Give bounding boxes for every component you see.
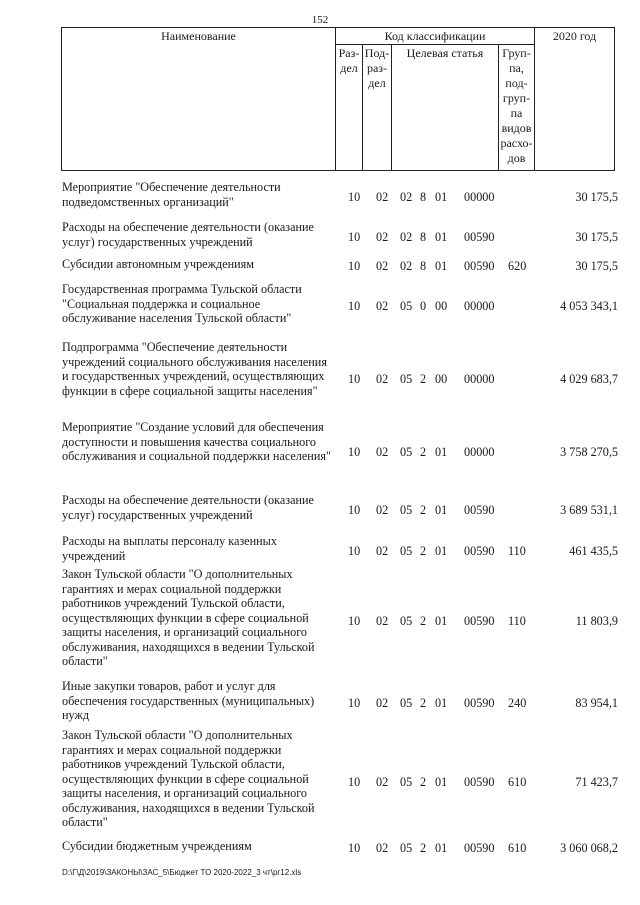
row-code-cs3: 00 xyxy=(435,299,448,313)
row-name: Государственная программа Тульской области "Социальная поддержка и социальное обслуживание населения Тульской области" xyxy=(62,282,302,325)
row-amount: 3 060 068,2 xyxy=(560,841,618,855)
row-code-rz: 10 xyxy=(348,841,361,855)
row-code-cs4: 00000 xyxy=(464,299,495,313)
table-row xyxy=(62,679,618,724)
row-code-cs1: 05 xyxy=(400,543,413,558)
row-code-pr: 02 xyxy=(376,299,389,313)
row-code-cs4: 00590 xyxy=(464,229,495,244)
row-code-rz: 10 xyxy=(348,502,361,517)
row-amount: 30 175,5 xyxy=(575,229,618,244)
page-number: 152 xyxy=(311,14,329,26)
row-code-cs2: 2 xyxy=(420,444,427,459)
row-code-cs2: 2 xyxy=(420,372,427,386)
row-amount: 30 175,5 xyxy=(575,259,618,273)
row-code-cs1: 02 xyxy=(400,259,413,273)
row-code-cs4: 00000 xyxy=(464,372,495,386)
row-code-cs1: 05 xyxy=(400,841,413,855)
row-code-cs2: 8 xyxy=(420,189,427,204)
row-code-cs2: 2 xyxy=(420,502,427,517)
row-code-cs3: 01 xyxy=(435,502,448,517)
header-year: 2020 год xyxy=(535,28,615,171)
row-code-pr: 02 xyxy=(376,841,389,855)
table-row xyxy=(62,728,618,833)
row-code-vr: 110 xyxy=(508,543,526,558)
row-amount: 3 689 531,1 xyxy=(560,502,618,517)
row-code-pr: 02 xyxy=(376,502,389,517)
table-row xyxy=(62,420,618,480)
row-code-cs4: 00590 xyxy=(464,259,495,273)
header-podrazdel: Под- раз- дел xyxy=(363,45,392,171)
table-row xyxy=(62,567,618,672)
row-code-vr: 110 xyxy=(508,614,526,628)
table-header xyxy=(61,27,615,171)
row-code-pr: 02 xyxy=(376,696,389,710)
row-code-cs3: 01 xyxy=(435,696,448,710)
row-amount: 11 803,9 xyxy=(575,614,618,628)
table-row xyxy=(62,257,618,272)
row-name: Закон Тульской области "О дополнительных гарантиях и мерах социальной поддержки работников учреждений Тульской области, осуществляющих функции в сфере социальной защиты населения, и организаций социального обслуживания, находящихся в ведении Тульской области" xyxy=(62,728,315,829)
row-code-cs1: 02 xyxy=(400,189,413,204)
row-code-cs4: 00590 xyxy=(464,775,495,789)
row-name: Иные закупки товаров, работ и услуг для обеспечения государственных (муниципальных) нужд xyxy=(62,679,315,722)
row-code-cs4: 00590 xyxy=(464,841,495,855)
row-code-cs3: 01 xyxy=(435,614,448,628)
row-code-cs2: 2 xyxy=(420,775,427,789)
row-code-pr: 02 xyxy=(376,372,389,386)
row-code-cs2: 8 xyxy=(420,229,427,244)
row-code-cs3: 01 xyxy=(435,543,448,558)
row-code-cs4: 00590 xyxy=(464,502,495,517)
header-razdel: Раз- дел xyxy=(336,45,363,171)
row-code-cs3: 01 xyxy=(435,229,448,244)
row-code-rz: 10 xyxy=(348,229,361,244)
row-code-rz: 10 xyxy=(348,543,361,558)
row-amount: 71 423,7 xyxy=(575,775,618,789)
row-code-cs1: 05 xyxy=(400,444,413,459)
table-row xyxy=(62,493,618,523)
row-code-cs4: 00590 xyxy=(464,696,495,710)
row-name: Подпрограмма "Обеспечение деятельности учреждений социального обслуживания населения и государственных учреждений, осуществляющих функции в сфере социальной защиты населения" xyxy=(62,340,327,398)
row-name: Расходы на обеспечение деятельности (оказание услуг) государственных учреждений xyxy=(62,493,314,522)
row-code-vr: 610 xyxy=(508,841,527,855)
row-name: Субсидии автономным учреждениям xyxy=(62,257,254,271)
row-code-cs3: 01 xyxy=(435,775,448,789)
row-name: Мероприятие "Обеспечение деятельности подведомственных организаций" xyxy=(62,180,281,209)
table-row xyxy=(62,340,618,415)
row-code-cs2: 2 xyxy=(420,543,427,558)
row-code-pr: 02 xyxy=(376,229,389,244)
row-code-cs2: 2 xyxy=(420,696,427,710)
row-code-cs3: 01 xyxy=(435,444,448,459)
footer-file-path: D:\Г\Д\2019\ЗАКОНЫ\ЗАС_5\Бюджет ТО 2020-2022_3 чт\рг12.xls xyxy=(62,868,302,877)
row-code-cs2: 8 xyxy=(420,259,427,273)
row-code-rz: 10 xyxy=(348,299,361,313)
row-code-cs1: 05 xyxy=(400,372,413,386)
table-row xyxy=(62,839,618,854)
table-row xyxy=(62,282,618,327)
row-code-cs1: 05 xyxy=(400,696,413,710)
row-code-cs3: 01 xyxy=(435,259,448,273)
row-amount: 30 175,5 xyxy=(575,189,618,204)
row-name: Субсидии бюджетным учреждениям xyxy=(62,839,252,853)
row-code-pr: 02 xyxy=(376,614,389,628)
row-code-cs1: 05 xyxy=(400,502,413,517)
row-code-cs1: 05 xyxy=(400,614,413,628)
row-amount: 4 029 683,7 xyxy=(560,372,618,386)
row-code-cs3: 01 xyxy=(435,189,448,204)
table-row xyxy=(62,220,618,250)
row-code-rz: 10 xyxy=(348,696,361,710)
row-code-cs4: 00590 xyxy=(464,543,495,558)
row-code-rz: 10 xyxy=(348,775,361,789)
header-classification: Код классификации xyxy=(336,28,535,45)
row-code-cs1: 02 xyxy=(400,229,413,244)
row-name: Расходы на выплаты персоналу казенных учреждений xyxy=(62,534,277,563)
row-code-cs3: 00 xyxy=(435,372,448,386)
row-code-cs2: 2 xyxy=(420,614,427,628)
row-code-cs2: 0 xyxy=(420,299,427,313)
row-name: Закон Тульской области "О дополнительных гарантиях и мерах социальной поддержки работников учреждений Тульской области, осуществляющих функции в сфере социальной защиты населения, и организаций социального обслуживания, находящихся в ведении Тульской области" xyxy=(62,567,315,668)
table-row xyxy=(62,180,618,210)
row-code-vr: 620 xyxy=(508,259,527,273)
row-code-rz: 10 xyxy=(348,189,361,204)
header-target: Целевая статья xyxy=(392,45,499,171)
row-amount: 461 435,5 xyxy=(569,543,618,558)
row-code-cs4: 00000 xyxy=(464,189,495,204)
row-code-cs4: 00590 xyxy=(464,614,495,628)
row-code-cs3: 01 xyxy=(435,841,448,855)
row-code-cs1: 05 xyxy=(400,299,413,313)
row-amount: 4 053 343,1 xyxy=(560,299,618,313)
row-name: Расходы на обеспечение деятельности (оказание услуг) государственных учреждений xyxy=(62,220,314,249)
header-group: Груп- па, под- груп- па видов расхо- дов xyxy=(499,45,535,171)
row-code-vr: 610 xyxy=(508,775,527,789)
header-name: Наименование xyxy=(62,28,336,171)
row-code-vr: 240 xyxy=(508,696,527,710)
row-code-pr: 02 xyxy=(376,543,389,558)
row-code-pr: 02 xyxy=(376,775,389,789)
row-code-pr: 02 xyxy=(376,444,389,459)
row-code-pr: 02 xyxy=(376,259,389,273)
row-code-rz: 10 xyxy=(348,259,361,273)
row-amount: 3 758 270,5 xyxy=(560,444,618,459)
row-name: Мероприятие "Создание условий для обеспечения доступности и повышения качества социального обслуживания и социальной поддержки населения" xyxy=(62,420,331,463)
row-code-cs4: 00000 xyxy=(464,444,495,459)
row-code-rz: 10 xyxy=(348,444,361,459)
row-code-rz: 10 xyxy=(348,614,361,628)
row-code-cs1: 05 xyxy=(400,775,413,789)
table-row xyxy=(62,534,618,564)
row-amount: 83 954,1 xyxy=(575,696,618,710)
row-code-pr: 02 xyxy=(376,189,389,204)
row-code-rz: 10 xyxy=(348,372,361,386)
row-code-cs2: 2 xyxy=(420,841,427,855)
